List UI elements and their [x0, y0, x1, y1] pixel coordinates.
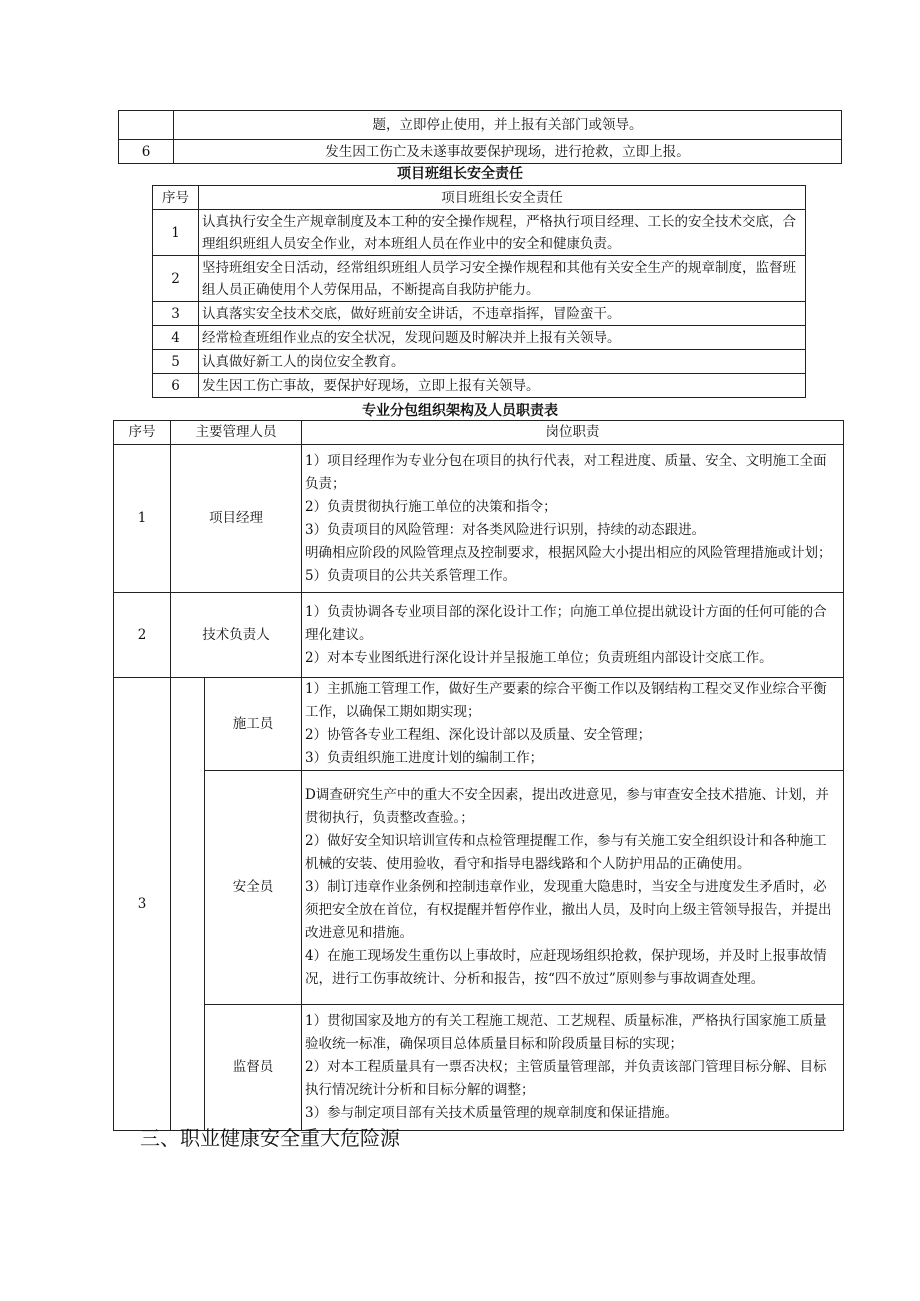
- row-number: 5: [153, 350, 199, 374]
- duty-item: D调查研究生产中的重大不安全因素，提出改进意见，参与审查安全技术措施、计划，并贯彻执行，负责整改查验。；: [305, 787, 829, 826]
- duty-item: 3）负责组织施工进度计划的编制工作；: [305, 750, 544, 766]
- subcontract-table-caption: 专业分包组织架构及人员职责表: [362, 403, 558, 419]
- row-number: 3: [153, 302, 199, 326]
- duty-item: 1）主抓施工管理工作，做好生产要素的综合平衡工作以及钢结构工程交叉作业综合平衡工作，以确保工期如期实现；: [305, 681, 827, 720]
- table-row: [114, 593, 844, 678]
- role-duties: [302, 1005, 844, 1131]
- header-duty: 岗位职责: [302, 421, 844, 445]
- duty-item: 明确相应阶段的风险管理点及控制要求，根据风险大小提出相应的风险管理措施或计划；: [305, 544, 832, 561]
- row-duty: 认真执行安全生产规章制度及本工种的安全操作规程，严格执行项目经理、工长的安全技术交底，合理组织班组人员安全作业，对本班组人员在作业中的安全和健康负责。: [199, 210, 806, 256]
- role-duties: [302, 678, 844, 771]
- duty-item: 3）参与制定项目部有关技术质量管理的规章制度和保证措施。: [305, 1105, 679, 1121]
- table-row: [114, 678, 844, 771]
- duty-item: 2）做好安全知识培训宣传和点检管理提醒工作，参与有关施工安全组织设计和各种施工机械的安装、使用验收，看守和指导电器线路和个人防护用品的正确使用。: [305, 833, 827, 872]
- row-duty: 坚持班组安全日活动，经常组织班组人员学习安全操作规程和其他有关安全生产的规章制度，监督班组人员正确使用个人劳保用品，不断提高自我防护能力。: [199, 256, 806, 302]
- role-duties: [302, 445, 844, 593]
- row-number: 1: [153, 210, 199, 256]
- table-row: [114, 1005, 844, 1131]
- row-number: 3: [114, 678, 171, 1131]
- header-no: 序号: [153, 186, 199, 210]
- group-spacer-cell: [171, 678, 205, 1131]
- table-row: [114, 771, 844, 1005]
- duty-item: 2）对本专业图纸进行深化设计并呈报施工单位；负责班组内部设计交底工作。: [305, 649, 773, 666]
- duty-item: 3）负责项目的风险管理：对各类风险进行识别，持续的动态跟进。: [305, 521, 706, 538]
- table-row: [114, 445, 844, 593]
- row-number: 4: [153, 326, 199, 350]
- role-name: 技术负责人: [171, 593, 302, 678]
- table-row: [153, 350, 806, 374]
- row-number: 6: [153, 374, 199, 398]
- row-number: 2: [153, 256, 199, 302]
- table-row: [153, 210, 806, 256]
- continuation-table: [118, 110, 842, 164]
- table-header-row: [153, 186, 806, 210]
- row-text: 发生因工伤亡及未遂事故要保护现场，进行抢救，立即上报。: [174, 140, 842, 164]
- role-name: 项目经理: [171, 445, 302, 593]
- table-row: [153, 256, 806, 302]
- table-row: [119, 111, 842, 140]
- row-duty: 认真落实安全技术交底，做好班前安全讲话，不违章指挥，冒险蛮干。: [199, 302, 806, 326]
- duty-item: 3）制订违章作业条例和控制违章作业，发现重大隐患时，当安全与进度发生矛盾时，必须把安全放在首位，有权提醒并暂停作业，撤出人员，及时向上级主管领导报告，并提出改进意见和措施。: [305, 879, 832, 941]
- duty-item: 2）协管各专业工程组、深化设计部以及质量、安全管理；: [305, 727, 652, 743]
- header-duty: 项目班组长安全责任: [199, 186, 806, 210]
- table-row: [153, 302, 806, 326]
- table-row: [153, 326, 806, 350]
- header-no: 序号: [114, 421, 171, 445]
- duty-item: 2）对本工程质量具有一票否决权；主管质量管理部，并负责该部门管理目标分解、目标执行情况统计分析和目标分解的调整；: [305, 1059, 827, 1098]
- duty-item: 1）负责协调各专业项目部的深化设计工作；向施工单位提出就设计方面的任何可能的合理化建议。: [305, 603, 827, 643]
- role-duties: [302, 593, 844, 678]
- row-number: 2: [114, 593, 171, 678]
- row-number: 1: [114, 445, 171, 593]
- row-duty: 发生因工伤亡事故，要保护好现场，立即上报有关领导。: [199, 374, 806, 398]
- section-heading: 三、职业健康安全重大危险源: [140, 1126, 400, 1150]
- role-duties: [302, 771, 844, 1005]
- role-name: 施工员: [205, 678, 302, 771]
- table-row: [119, 140, 842, 164]
- team-leader-duty-table: [152, 185, 806, 398]
- header-person: 主要管理人员: [171, 421, 302, 445]
- row-text: 题，立即停止使用，并上报有关部门或领导。: [174, 111, 842, 140]
- duty-item: 1）项目经理作为专业分包在项目的执行代表，对工程进度、质量、安全、文明施工全面负责；: [305, 452, 827, 492]
- row-number: 6: [119, 140, 174, 164]
- subcontract-organization-table: [113, 420, 844, 1131]
- row-duty: 认真做好新工人的岗位安全教育。: [199, 350, 806, 374]
- duty-item: 5）负责项目的公共关系管理工作。: [305, 567, 517, 584]
- duty-item: 1）贯彻国家及地方的有关工程施工规范、工艺规程、质量标准，严格执行国家施工质量验收统一标准，确保项目总体质量目标和阶段质量目标的实现；: [305, 1013, 827, 1052]
- table-row: [153, 374, 806, 398]
- row-number: [119, 111, 174, 140]
- duty-item: 4）在施工现场发生重伤以上事故时，应赶现场组织抢救，保护现场，并及时上报事故情况，进行工伤事故统计、分析和报告，按“四不放过”原则参与事故调查处理。: [305, 948, 827, 987]
- row-duty: 经常检查班组作业点的安全状况，发现问题及时解决并上报有关领导。: [199, 326, 806, 350]
- table-header-row: [114, 421, 844, 445]
- role-name: 监督员: [205, 1005, 302, 1131]
- role-name: 安全员: [205, 771, 302, 1005]
- duty-item: 2）负责贯彻执行施工单位的决策和指令；: [305, 498, 557, 515]
- team-leader-table-caption: 项目班组长安全责任: [397, 166, 523, 182]
